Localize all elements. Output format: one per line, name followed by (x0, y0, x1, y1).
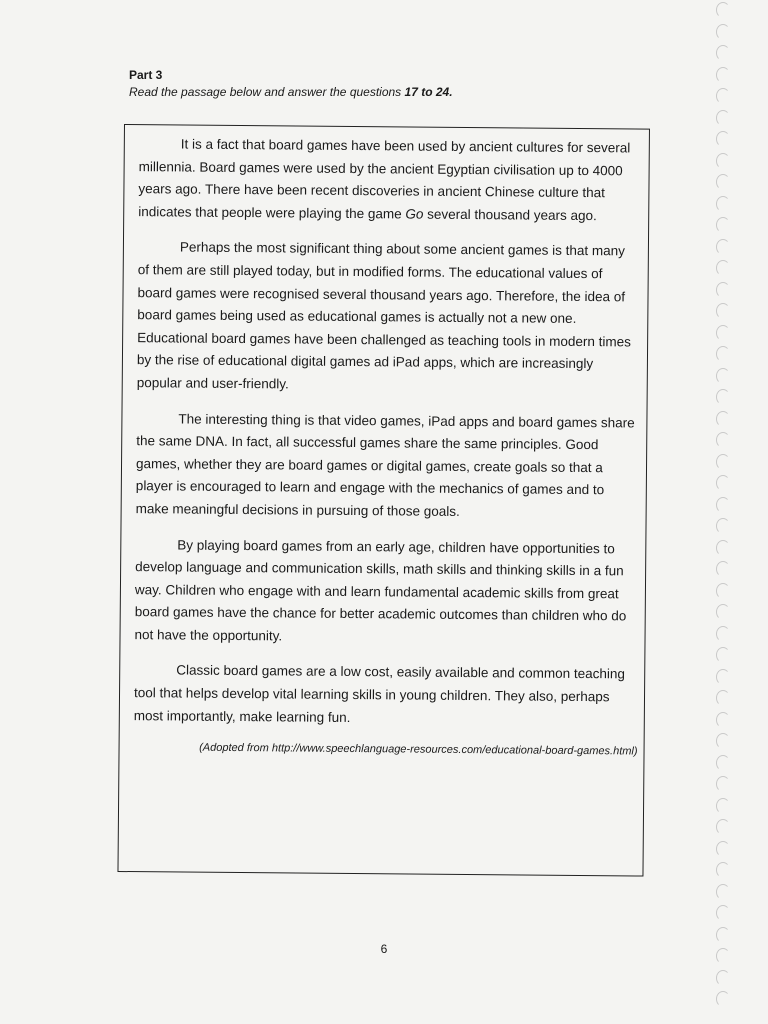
passage-paragraph-2: Perhaps the most significant thing about some ancient games is that many of them are still played today, but in modified forms. The educational values of board games were recognised several thousand years ago. Therefore, the idea of board games being used as educational games is actually not a new one. Educational board games have been challenged as teaching tools in modern times by the rise of educational digital games ad iPad apps, which are increasingly popular and user-friendly. (136, 239, 632, 392)
part-title: Part 3 (129, 68, 163, 82)
binding-ring (716, 45, 730, 61)
binding-ring (716, 647, 730, 663)
binding-ring (716, 196, 730, 212)
passage-paragraph-5: Classic board games are a low cost, easily available and common teaching tool that helps develop vital learning skills in young children. They also, perhaps most importantly, make learning fun. (133, 662, 626, 725)
binding-ring (716, 690, 730, 706)
binding-ring (716, 497, 730, 513)
binding-ring (716, 432, 730, 448)
binding-ring (716, 174, 730, 190)
binding-ring (716, 475, 730, 491)
binding-ring (716, 669, 730, 685)
binding-ring (716, 411, 730, 427)
question-range: 17 to 24. (404, 85, 453, 99)
source-citation: (Adopted from http://www.speechlanguage-resources.com/educational-board-games.html) (199, 741, 638, 758)
binding-ring (716, 67, 730, 83)
binding-ring (716, 325, 730, 341)
binding-ring (716, 905, 730, 921)
binding-ring (716, 454, 730, 470)
binding-ring (716, 991, 730, 1007)
binding-ring (716, 346, 730, 362)
binding-ring (716, 389, 730, 405)
passage-paragraph-4: By playing board games from an early age, children have opportunities to develop language and communication skills, math skills and thinking skills in a fun way. Children who engage with and learn fundamental academic skills from great board games have the chance for better academic outcomes than children who do not have the opportunity. (134, 536, 627, 644)
instruction-text (129, 85, 609, 100)
page-number: 6 (380, 942, 388, 956)
binding-ring (716, 712, 730, 728)
binding-ring (716, 583, 730, 599)
binding-ring (716, 24, 730, 40)
binding-ring (716, 755, 730, 771)
binding-ring (716, 776, 730, 792)
passage-content (134, 133, 639, 758)
binding-ring (716, 110, 730, 126)
binding-ring (716, 948, 730, 964)
binding-ring (716, 733, 730, 749)
binding-ring (716, 884, 730, 900)
binding-ring (716, 626, 730, 642)
binding-ring (716, 303, 730, 319)
binding-ring (716, 862, 730, 878)
binding-ring (716, 282, 730, 298)
binding-ring (716, 970, 730, 986)
passage-paragraph-3: The interesting thing is that video games, iPad apps and board games share the same DNA. In fact, all successful games share the same principles. Good games, whether they are board games or digital games, create goals so that a player is encouraged to learn and engage with the mechanics of games and to make meaningful decisions in pursuing of those goals. (135, 411, 635, 519)
binding-ring (716, 260, 730, 276)
binding-ring (716, 239, 730, 255)
binding-ring (716, 2, 730, 18)
section-header (129, 68, 609, 100)
passage-paragraph-1: It is a fact that board games have been used by ancient cultures for several millennia. Board games were used by the ancient Egyptian civilisation up to 4000 years ago. There have been recent discoveries in ancient Chinese culture that indicates that people were playing the game Go several thousand years ago. (138, 136, 631, 223)
binding-ring (716, 217, 730, 233)
binding-ring (716, 131, 730, 147)
binding-ring (716, 798, 730, 814)
binding-ring (716, 604, 730, 620)
instruction-prefix: Read the passage below and answer the questions (129, 85, 405, 99)
binding-ring (716, 561, 730, 577)
binding-ring (716, 927, 730, 943)
binding-ring (716, 368, 730, 384)
binding-ring (716, 518, 730, 534)
binding-ring (716, 819, 730, 835)
binding-ring (716, 540, 730, 556)
passage-box (117, 124, 650, 877)
binding-ring (716, 88, 730, 104)
binding-ring (716, 841, 730, 857)
spiral-binding (712, 0, 736, 1024)
binding-ring (716, 153, 730, 169)
